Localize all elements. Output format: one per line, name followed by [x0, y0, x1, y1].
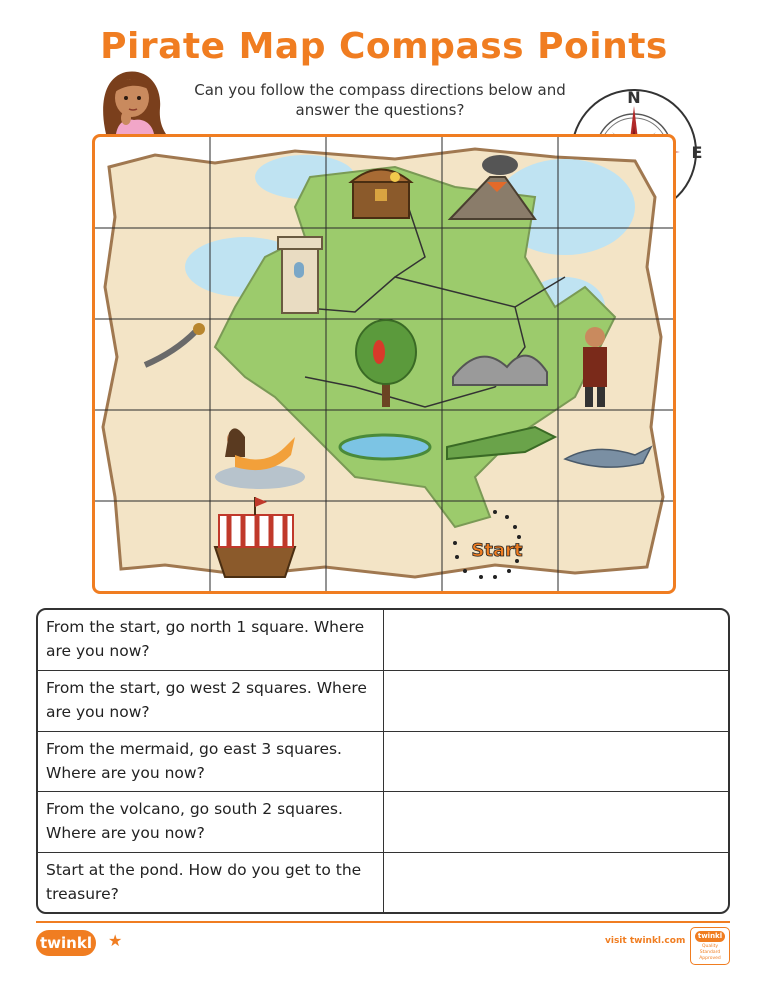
pond-icon: [340, 435, 430, 459]
instructions-text: Can you follow the compass directions below and answer the questions?: [194, 81, 566, 119]
question-text: From the start, go north 1 square. Where are you now?: [38, 610, 384, 670]
answer-field[interactable]: [384, 792, 728, 852]
question-text: From the volcano, go south 2 squares. Where are you now?: [38, 792, 384, 852]
question-text: From the mermaid, go east 3 squares. Where are you now?: [38, 732, 384, 792]
tower-icon: [278, 237, 322, 313]
question-text: From the start, go west 2 squares. Where are you now?: [38, 671, 384, 731]
question-text: Start at the pond. How do you get to the treasure?: [38, 853, 384, 914]
table-row: [38, 610, 728, 671]
answer-field[interactable]: [384, 853, 728, 914]
visit-link[interactable]: visit twinkl.com: [605, 936, 686, 946]
treasure-map: [92, 134, 676, 594]
footer-divider: [36, 921, 730, 923]
questions-table: [36, 608, 730, 914]
table-row: [38, 853, 728, 914]
page-title: Pirate Map Compass Points: [100, 26, 668, 67]
badge-logo: twinkl: [695, 931, 725, 942]
table-row: [38, 671, 728, 732]
start-label: Start: [471, 540, 523, 561]
star-icon: ★: [108, 931, 123, 950]
answer-field[interactable]: [384, 671, 728, 731]
table-row: [38, 792, 728, 853]
answer-field[interactable]: [384, 610, 728, 670]
answer-field[interactable]: [384, 732, 728, 792]
badge-text: Quality Standard Approved: [699, 944, 721, 961]
treasure-chest-icon: [351, 170, 411, 219]
compass-n-label: N: [627, 88, 641, 107]
map-artwork: [95, 137, 673, 591]
table-row: [38, 732, 728, 793]
compass-e-label: E: [691, 143, 703, 162]
girl-illustration: [96, 68, 172, 134]
twinkl-logo[interactable]: twinkl: [36, 930, 96, 956]
quality-badge: [690, 927, 730, 965]
